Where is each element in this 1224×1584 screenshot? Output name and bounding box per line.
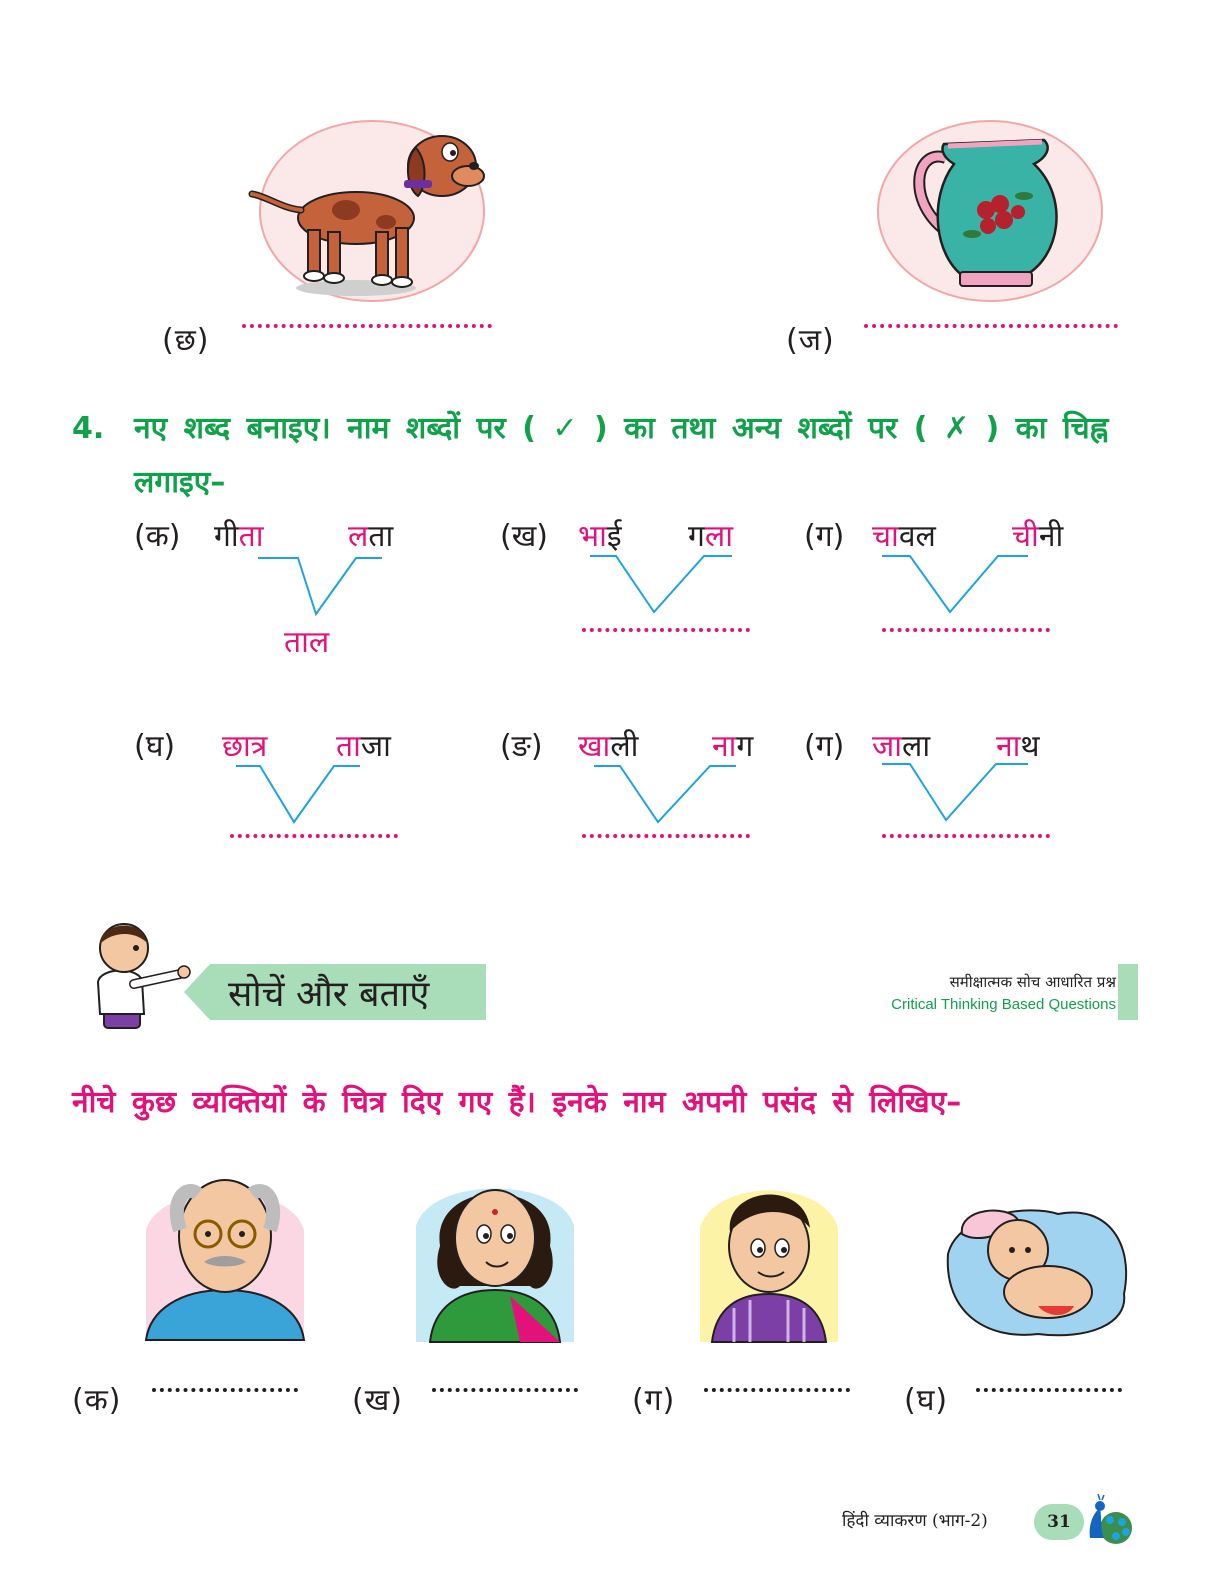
caption-hindi: समीक्षात्मक सोच आधारित प्रश्न (949, 973, 1116, 991)
pair-word-1: भाई (578, 519, 622, 554)
pair-word-1: जाला (872, 729, 931, 764)
person-name-blank-ka[interactable] (152, 1388, 298, 1392)
answer-blank[interactable] (230, 834, 398, 838)
pair-label: (घ) (134, 729, 176, 764)
person-label-kha: (ख) (352, 1383, 403, 1418)
pair-label: (ङ) (500, 729, 543, 764)
answer-blank[interactable] (582, 834, 750, 838)
woman-illustration (410, 1156, 580, 1344)
book-title: हिंदी व्याकरण (भाग-2) (842, 1511, 988, 1531)
grandfather-illustration (140, 1170, 310, 1344)
person-name-blank-kha[interactable] (432, 1388, 578, 1392)
join-lines (234, 764, 362, 826)
section-caption (840, 964, 1116, 1020)
answer-blank[interactable] (582, 628, 750, 632)
pair-word-2: नाग (712, 729, 754, 764)
jug-illustration (874, 118, 1106, 304)
join-lines (880, 762, 1030, 824)
person-label-gha: (घ) (904, 1383, 949, 1418)
peacock-icon (1080, 1494, 1134, 1550)
join-lines (588, 554, 734, 616)
answer-blank-ja[interactable] (864, 324, 1118, 328)
pair-label: (ग) (804, 729, 845, 764)
boy-pointing-illustration (84, 918, 194, 1030)
caption-english: Critical Thinking Based Questions (891, 996, 1116, 1013)
person-name-blank-gha[interactable] (976, 1388, 1122, 1392)
item-label-ja: (ज) (786, 323, 835, 358)
boy-illustration (694, 1168, 844, 1344)
answer-blank[interactable] (882, 834, 1050, 838)
person-name-blank-ga[interactable] (704, 1388, 850, 1392)
item-label-chh: (छ) (162, 323, 210, 358)
join-lines (592, 764, 738, 826)
baby-illustration (938, 1194, 1134, 1340)
pair-word-2: गला (688, 519, 734, 554)
section-title: सोचें और बताएँ (228, 974, 430, 1015)
pair-word-2: ताजा (336, 729, 391, 764)
person-label-ga: (ग) (632, 1383, 676, 1418)
question-text: नए शब्द बनाइए। नाम शब्दों पर ( ✓ ) का तथा अन्य शब्दों पर ( ✗ ) का चिह्न लगाइए– (134, 411, 1109, 500)
pair-word-2: लता (348, 519, 394, 554)
pair-word-1: चावल (872, 519, 936, 554)
dog-illustration (246, 118, 486, 304)
pair-label: (ख) (500, 519, 548, 554)
caption-bar (1118, 964, 1138, 1020)
join-lines (880, 554, 1030, 616)
pair-word-1: छात्र (222, 729, 268, 764)
answer-blank-chh[interactable] (242, 324, 492, 328)
pair-label: (क) (134, 519, 181, 554)
person-label-ka: (क) (72, 1383, 122, 1418)
join-lines (256, 556, 384, 618)
pair-word-2: नाथ (996, 729, 1040, 764)
pair-word-1: खाली (578, 729, 639, 764)
pair-word-2: चीनी (1012, 519, 1064, 554)
question-5-text: नीचे कुछ व्यक्तियों के चित्र दिए गए हैं। इनके नाम अपनी पसंद से लिखिए– (72, 1085, 962, 1120)
answer-word: ताल (284, 625, 330, 660)
page-number: 31 (1047, 1512, 1071, 1532)
question-number: 4. (72, 411, 105, 446)
think-banner (184, 964, 486, 1020)
pair-word-1: गीता (214, 519, 264, 554)
answer-blank[interactable] (882, 628, 1050, 632)
pair-label: (ग) (804, 519, 845, 554)
page-number-badge (1034, 1504, 1084, 1540)
